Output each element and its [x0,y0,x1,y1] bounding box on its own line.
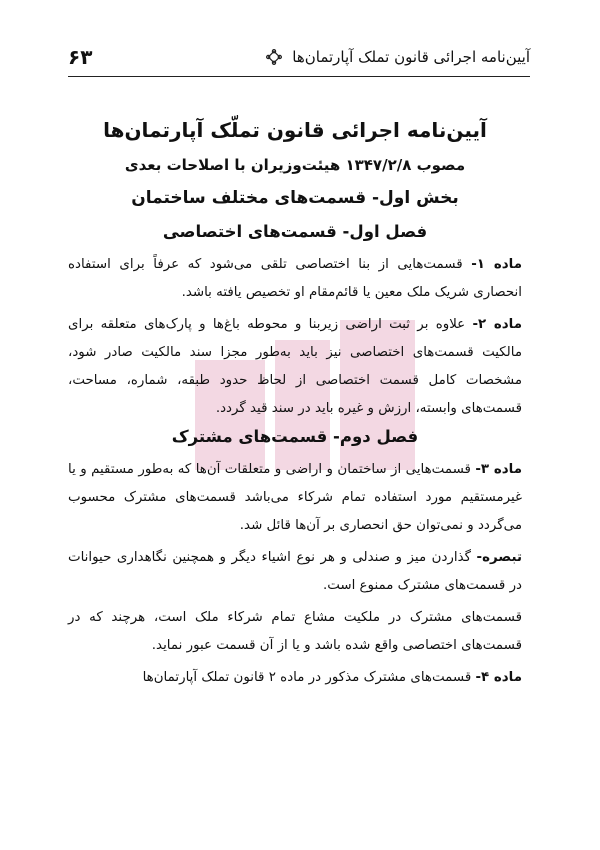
header-rule [68,76,530,77]
note [68,544,522,600]
article-4-label: ماده ۴- [475,670,522,685]
note-text: گذاردن میز و صندلی و هر نوع اشیاء دیگر و همچنین نگاهداری حیوانات در قسمت‌های مشترک ممنوع است. [68,550,522,593]
article-2-text: علاوه بر ثبت اراضی زیربنا و محوطه باغ‌ها و پارک‌های متعلقه برای مالکیت قسمت‌های اختصاصی نیز باید به‌طور مجزا سند مالکیت صادر شود، مشخصات کامل قسمت اختصاصی از لحاظ حدود طبقه، شماره، مساحت، قسمت‌های وابسته، ارزش و غیره باید در سند قید گردد. [68,317,522,416]
article-3 [68,456,522,540]
article-1-label: ماده ۱- [471,257,522,272]
diamond-knot-icon [266,49,282,65]
document-subtitle: مصوب ۱۳۴۷/۲/۸ هیئت‌وزیران با اصلاحات بعدی [124,156,466,174]
document-body [68,112,522,696]
article-1-text: قسمت‌هایی از بنا اختصاصی تلقی می‌شود که عرفاً برای استفاده انحصاری شریک ملک معین یا قائم‌مقام او تخصیص یافته باشد. [68,257,522,300]
page-number: ۶۳ [68,45,93,69]
article-2-label: ماده ۲- [472,317,523,332]
article-4-text: قسمت‌های مشترک مذکور در ماده ۲ قانون تملک آپارتمان‌ها [142,670,476,685]
common-parts-paragraph: قسمت‌های مشترک در ملکیت مشاع تمام شرکاء ملک است، هرچند که در قسمت‌های اختصاصی واقع شده باشد و یا از آن قسمت عبور نماید. [68,610,522,653]
running-title: آیین‌نامه اجرائی قانون تملک آپارتمان‌ها [292,48,530,66]
article-4 [68,664,522,692]
article-3-label: ماده ۳- [475,462,522,477]
chapter-2-heading: فصل دوم- قسمت‌های مشترک [171,427,419,446]
running-title-group [266,48,530,66]
part-heading: بخش اول- قسمت‌های مختلف ساختمان [131,188,459,208]
chapter-1-heading: فصل اول- قسمت‌های اختصاصی [162,222,428,241]
article-2 [68,311,522,423]
article-3-text: قسمت‌هایی از ساختمان و اراضی و متعلقات آن‌ها که به‌طور مستقیم و یا غیرمستقیم مورد استفاده تمام شرکاء می‌باشد قسمت‌های مشترک محسوب می‌گردد و نمی‌توان حق انحصاری بر آن‌ها قائل شد. [68,462,522,533]
document-title: آیین‌نامه اجرائی قانون تملّک آپارتمان‌ها [103,118,487,142]
running-header [68,40,530,74]
note-label: تبصره- [476,550,522,565]
article-1 [68,251,522,307]
